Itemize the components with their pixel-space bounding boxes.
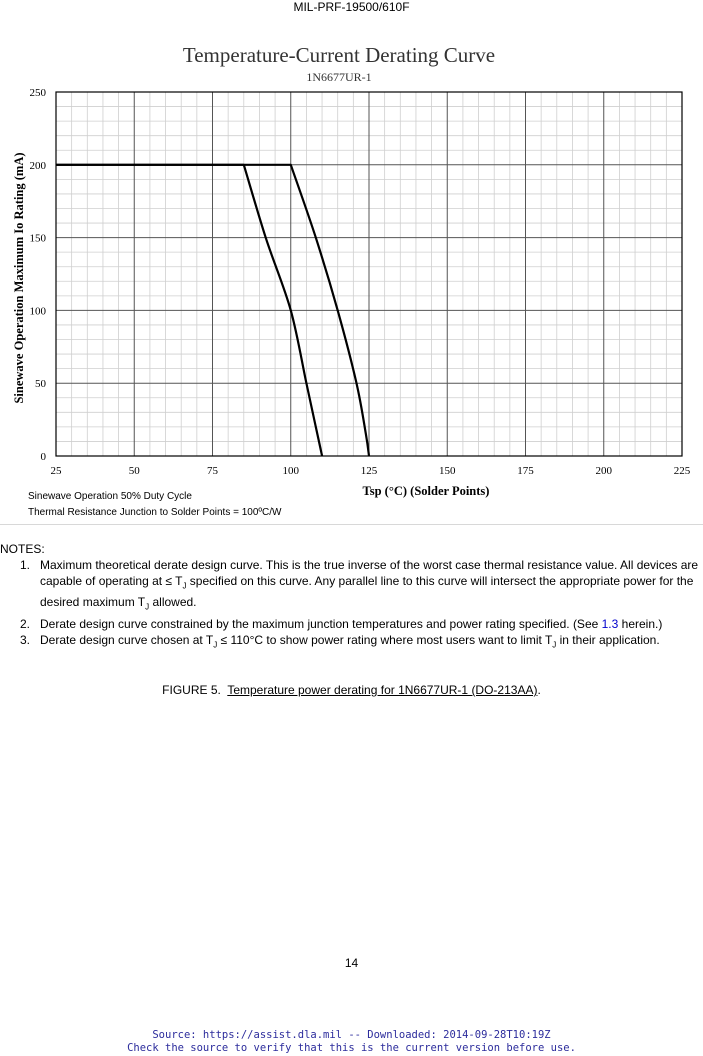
y-tick-label: 250 — [29, 87, 46, 99]
y-tick-label: 100 — [29, 305, 46, 318]
x-tick-label: 100 — [282, 465, 299, 477]
note-item: 2. Derate design curve constrained by the maximum junction temperatures and power rating specified. (See 1.3 herein.) — [20, 616, 663, 631]
x-axis-label: Tsp (°C) (Solder Points) — [362, 484, 490, 498]
y-tick-label: 0 — [40, 451, 46, 463]
section-divider — [0, 524, 703, 525]
page-number: 14 — [344, 956, 359, 970]
chart-annotation-thermal-resistance: Thermal Resistance Junction to Solder Points = 100ºC/W — [28, 507, 282, 518]
note-item: 3. Derate design curve chosen at $T_J \le 110^\circ C$ to show power rating where most users want to limit $T_J$ in their application. — [20, 632, 660, 650]
x-tick-label: 25 — [50, 465, 62, 477]
note-number: 2. — [20, 616, 31, 631]
notes-section — [0, 541, 703, 653]
note-number: 1. — [20, 558, 31, 572]
chart-subtitle: 1N6677UR-1 — [306, 70, 372, 84]
figure-caption: FIGURE 5. Temperature power derating for 1N6677UR-1 (DO-213AA). — [162, 683, 541, 697]
chart-annotation-duty-cycle: Sinewave Operation 50% Duty Cycle — [28, 491, 192, 502]
document-id: MIL-PRF-19500/610F — [293, 0, 410, 14]
download-footer: Source: https://assist.dla.mil -- Downloaded: 2014-09-28T10:19Z Check the source to verify that this is the current version before use. — [127, 1029, 576, 1054]
notes-heading: NOTES: — [0, 542, 45, 556]
x-tick-label: 175 — [517, 465, 534, 477]
y-tick-label: 50 — [35, 378, 46, 391]
derating-chart — [0, 38, 703, 524]
x-tick-label: 200 — [595, 465, 612, 477]
x-tick-label: 75 — [207, 465, 218, 477]
note-item: 1. Maximum theoretical derate design curve. This is the true inverse of the worst case thermal resistance value. All devices are capable of operating at ≤ $T_J$ specified on this curve. Any parallel line to this curve will intersect the appropriate power for the desired maximum $T_J$ allowed. — [20, 558, 699, 612]
x-tick-label: 50 — [128, 465, 140, 477]
y-tick-label: 150 — [29, 232, 46, 245]
y-axis-label: Sinewave Operation Maximum Io Rating (mA) — [12, 152, 26, 404]
x-tick-label: 125 — [360, 465, 378, 477]
chart-title: Temperature-Current Derating Curve — [182, 43, 496, 67]
note-number: 3. — [20, 632, 31, 647]
x-tick-label: 150 — [439, 465, 456, 477]
x-tick-label: 225 — [673, 465, 691, 477]
y-tick-label: 200 — [29, 159, 46, 172]
section-reference-link[interactable]: 1.3 — [601, 616, 619, 631]
